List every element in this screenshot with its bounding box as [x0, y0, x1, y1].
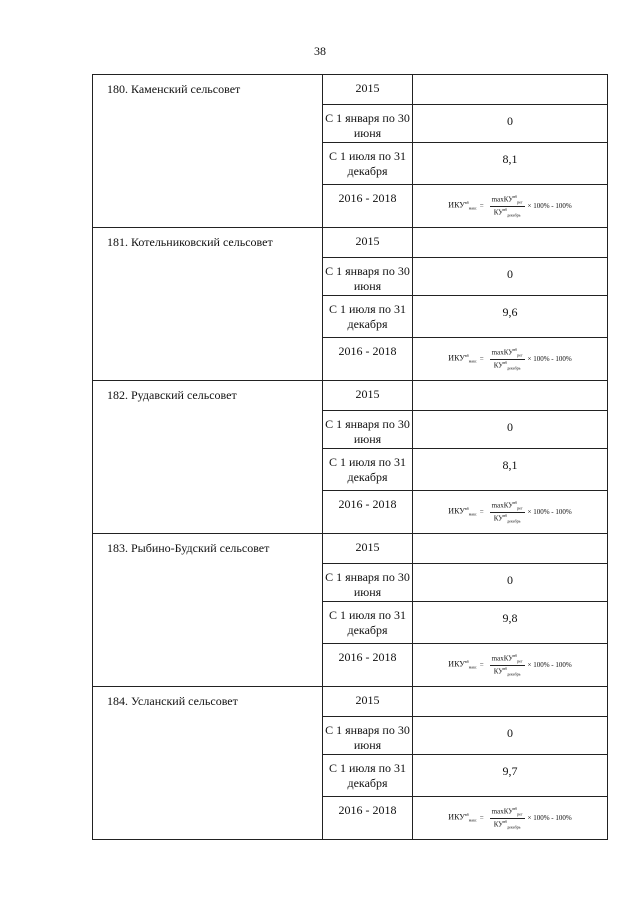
period-label: С 1 января по 30 июня	[323, 105, 413, 143]
formula-denominator: $КУ^{вб}_{декабрь}$	[493, 818, 521, 830]
period-label: 2015	[323, 381, 413, 411]
formula-equals: =	[479, 354, 484, 363]
period-label: С 1 июля по 31 декабря	[323, 296, 413, 338]
increase-value: 0	[413, 411, 608, 449]
increase-value: 8,1	[413, 449, 608, 491]
formula-lhs: $ИКУ^{вб}_{макс}$	[448, 200, 477, 211]
formula-tail: × 100% - 100%	[527, 354, 572, 363]
formula-equals: =	[479, 507, 484, 516]
period-label: 2016 - 2018	[323, 491, 413, 534]
tariff-formula	[413, 195, 607, 217]
formula-equals: =	[479, 660, 484, 669]
formula-numerator: maxКУ$^{вб}_{рег}$	[491, 652, 523, 664]
period-label: С 1 июля по 31 декабря	[323, 602, 413, 644]
increase-value: 0	[413, 258, 608, 296]
period-label: С 1 июля по 31 декабря	[323, 755, 413, 797]
increase-value: 0	[413, 105, 608, 143]
formula-cell	[413, 644, 608, 687]
formula-lhs: $ИКУ^{вб}_{макс}$	[448, 506, 477, 517]
tariff-formula	[413, 807, 607, 829]
formula-lhs: $ИКУ^{вб}_{макс}$	[448, 659, 477, 670]
formula-lhs: $ИКУ^{вб}_{макс}$	[448, 353, 477, 364]
increase-value: 8,1	[413, 143, 608, 185]
increase-value: 9,6	[413, 296, 608, 338]
period-label: 2016 - 2018	[323, 185, 413, 228]
formula-denominator: $КУ^{вб}_{декабрь}$	[493, 206, 521, 218]
period-label: 2015	[323, 228, 413, 258]
formula-numerator: maxКУ$^{вб}_{рег}$	[491, 499, 523, 511]
formula-cell	[413, 185, 608, 228]
period-label: С 1 января по 30 июня	[323, 258, 413, 296]
formula-denominator: $КУ^{вб}_{декабрь}$	[493, 359, 521, 371]
formula-denominator: $КУ^{вб}_{декабрь}$	[493, 512, 521, 524]
formula-numerator: maxКУ$^{вб}_{рег}$	[491, 193, 523, 205]
period-label: 2015	[323, 534, 413, 564]
municipality-name: 181. Котельниковский сельсовет	[93, 228, 323, 381]
formula-tail: × 100% - 100%	[527, 660, 572, 669]
formula-numerator: maxКУ$^{вб}_{рег}$	[491, 346, 523, 358]
formula-cell	[413, 797, 608, 840]
municipality-name: 184. Усланский сельсовет	[93, 687, 323, 840]
tariff-formula	[413, 348, 607, 370]
tariff-table	[92, 74, 608, 840]
formula-cell	[413, 491, 608, 534]
table-row	[93, 228, 608, 258]
increase-value: 9,7	[413, 755, 608, 797]
page-number: 38	[314, 44, 326, 58]
period-label: С 1 января по 30 июня	[323, 411, 413, 449]
period-label: 2016 - 2018	[323, 797, 413, 840]
period-label: 2015	[323, 75, 413, 105]
municipality-name: 183. Рыбино-Будский сельсовет	[93, 534, 323, 687]
formula-tail: × 100% - 100%	[527, 201, 572, 210]
formula-fraction	[490, 807, 525, 829]
municipality-name: 180. Каменский сельсовет	[93, 75, 323, 228]
period-label: 2016 - 2018	[323, 338, 413, 381]
increase-value	[413, 534, 608, 564]
period-label: С 1 июля по 31 декабря	[323, 143, 413, 185]
formula-tail: × 100% - 100%	[527, 507, 572, 516]
increase-value: 0	[413, 717, 608, 755]
formula-fraction	[490, 501, 525, 523]
table-row	[93, 534, 608, 564]
period-label: С 1 января по 30 июня	[323, 717, 413, 755]
formula-lhs: $ИКУ^{вб}_{макс}$	[448, 812, 477, 823]
formula-tail: × 100% - 100%	[527, 813, 572, 822]
increase-value: 0	[413, 564, 608, 602]
formula-denominator: $КУ^{вб}_{декабрь}$	[493, 665, 521, 677]
municipality-name: 182. Рудавский сельсовет	[93, 381, 323, 534]
increase-value	[413, 75, 608, 105]
formula-fraction	[490, 195, 525, 217]
tariff-formula	[413, 501, 607, 523]
period-label: С 1 января по 30 июня	[323, 564, 413, 602]
increase-value: 9,8	[413, 602, 608, 644]
formula-numerator: maxКУ$^{вб}_{рег}$	[491, 805, 523, 817]
increase-value	[413, 381, 608, 411]
formula-fraction	[490, 348, 525, 370]
increase-value	[413, 687, 608, 717]
table-row	[93, 687, 608, 717]
formula-fraction	[490, 654, 525, 676]
period-label: 2016 - 2018	[323, 644, 413, 687]
table-row	[93, 75, 608, 105]
period-label: С 1 июля по 31 декабря	[323, 449, 413, 491]
formula-equals: =	[479, 201, 484, 210]
increase-value	[413, 228, 608, 258]
tariff-formula	[413, 654, 607, 676]
period-label: 2015	[323, 687, 413, 717]
table-row	[93, 381, 608, 411]
formula-equals: =	[479, 813, 484, 822]
formula-cell	[413, 338, 608, 381]
